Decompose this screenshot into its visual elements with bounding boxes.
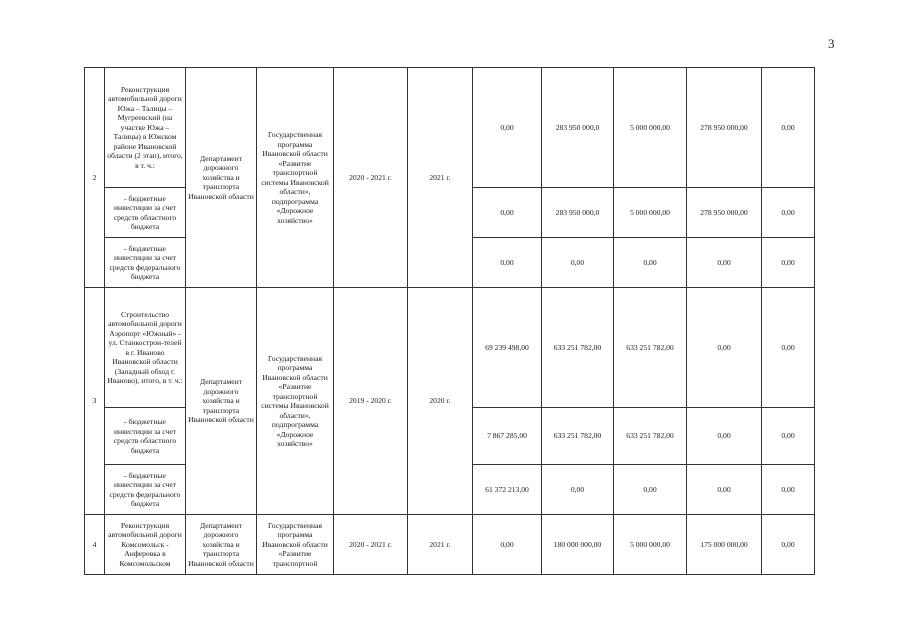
value-cell: 0,00	[762, 288, 815, 408]
value-cell: 5 000 000,00	[614, 188, 687, 238]
value-cell: 61 372 213,00	[473, 465, 542, 515]
value-cell: 283 950 000,0	[542, 188, 614, 238]
object-name: Реконструкция автомобильной дороги Южа – Талицы – Мугреевский (на участке Южа – Талицы) в Южском районе Ивановской области (2 этап), итого, в т. ч.:	[105, 68, 186, 188]
value-cell: 0,00	[762, 188, 815, 238]
page-number: 3	[828, 36, 835, 51]
object-name: - бюджетные инвестиции за счет средств федерального бюджета	[105, 465, 186, 515]
value-cell: 180 000 000,00	[542, 515, 614, 575]
value-cell: 0,00	[762, 465, 815, 515]
period: 2020 - 2021 г.	[334, 68, 408, 288]
year: 2021 г.	[408, 68, 473, 288]
year: 2020 г.	[408, 288, 473, 515]
value-cell: 0,00	[762, 515, 815, 575]
value-cell: 7 867 285,00	[473, 408, 542, 465]
value-cell: 0,00	[473, 515, 542, 575]
value-cell: 0,00	[762, 408, 815, 465]
object-name: Реконструкция автомобильной дороги Комсомольск - Анферовка в Комсомольском	[105, 515, 186, 575]
value-cell: 0,00	[687, 465, 762, 515]
value-cell: 175 000 000,00	[687, 515, 762, 575]
value-cell: 0,00	[473, 238, 542, 288]
value-cell: 633 251 782,00	[542, 288, 614, 408]
value-cell: 278 950 000,00	[687, 188, 762, 238]
table-row	[85, 515, 815, 575]
value-cell: 0,00	[687, 238, 762, 288]
value-cell: 0,00	[473, 68, 542, 188]
value-cell: 633 251 782,00	[614, 288, 687, 408]
table-row	[85, 68, 815, 188]
row-index: 2	[85, 68, 105, 288]
object-name: - бюджетные инвестиции за счет средств областного бюджета	[105, 188, 186, 238]
value-cell: 0,00	[542, 465, 614, 515]
period: 2020 - 2021 г.	[334, 515, 408, 575]
program-name: Государственная программа Ивановской области «Развитие транспортной системы Ивановской области», подпрограмма «Дорожное хозяйство»	[257, 288, 334, 515]
period: 2019 - 2020 г.	[334, 288, 408, 515]
value-cell: 0,00	[762, 68, 815, 188]
value-cell: 0,00	[614, 238, 687, 288]
value-cell: 5 000 000,00	[614, 515, 687, 575]
program-name: Государственная программа Ивановской области «Развитие транспортной системы Ивановской области», подпрограмма «Дорожное хозяйство»	[257, 68, 334, 288]
value-cell: 633 251 782,00	[614, 408, 687, 465]
responsible-org: Департамент дорожного хозяйства и транспорта Ивановской области	[186, 68, 257, 288]
investment-table	[84, 67, 815, 575]
responsible-org: Департамент дорожного хозяйства и транспорта Ивановской области	[186, 288, 257, 515]
value-cell: 0,00	[687, 288, 762, 408]
program-name: Государственная программа Ивановской области «Развитие транспортной	[257, 515, 334, 575]
object-name: - бюджетные инвестиции за счет средств областного бюджета	[105, 408, 186, 465]
value-cell: 633 251 782,00	[542, 408, 614, 465]
responsible-org: Департамент дорожного хозяйства и транспорта Ивановской области	[186, 515, 257, 575]
object-name: - бюджетные инвестиции за счет средств федерального бюджета	[105, 238, 186, 288]
value-cell: 5 000 000,00	[614, 68, 687, 188]
row-index: 3	[85, 288, 105, 515]
year: 2021 г.	[408, 515, 473, 575]
value-cell: 0,00	[542, 238, 614, 288]
row-index: 4	[85, 515, 105, 575]
value-cell: 0,00	[473, 188, 542, 238]
value-cell: 0,00	[762, 238, 815, 288]
value-cell: 0,00	[687, 408, 762, 465]
value-cell: 283 950 000,0	[542, 68, 614, 188]
value-cell: 0,00	[614, 465, 687, 515]
value-cell: 69 239 498,00	[473, 288, 542, 408]
table-row	[85, 288, 815, 408]
value-cell: 278 950 000,00	[687, 68, 762, 188]
object-name: Строительство автомобильной дороги Аэропорт «Южный» - ул. Станкострои-телей в г. Иваново Ивановской области (Западный обход г. Иваново), итого, в т. ч.:	[105, 288, 186, 408]
